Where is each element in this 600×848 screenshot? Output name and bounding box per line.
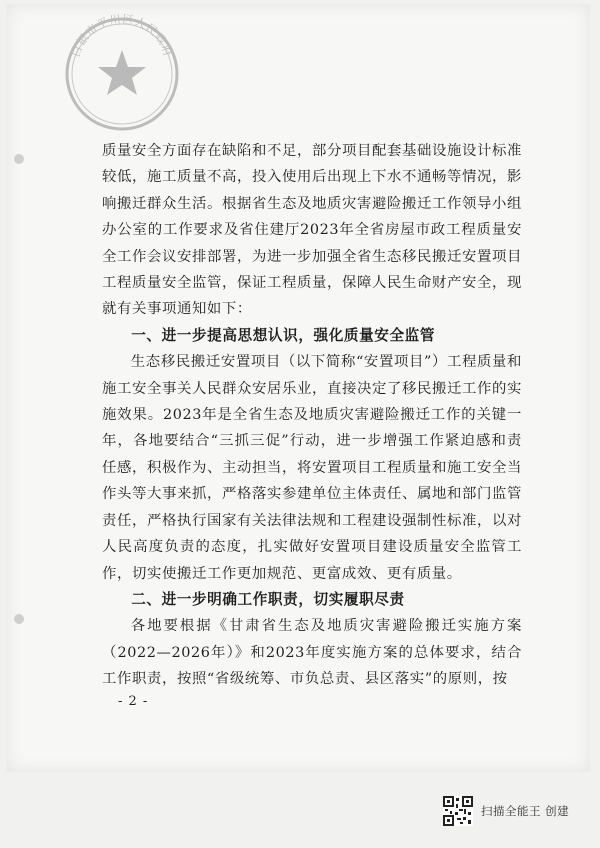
paragraph-intro: 质量安全方面存在缺陷和不足，部分项目配套基础设施设计标准较低，施工质量不高，投入使用后出现上下水不通畅等情况，影响搬迁群众生活。根据省生态及地质灾害避险搬迁工作领导小组办公室的工作要求及省住建厅2023年全省房屋市政工程质量安全工作会议安排部署，为进一步加强全省生态移民搬迁安置项目工程质量安全监管，保证工程质量，保障人民生命财产安全，现就有关事项通知如下： [102,143,522,318]
section-heading-1: 一、进一步提高思想认识，强化质量安全监管 [131,326,436,344]
document-page [6,4,590,772]
scanner-app-label: 扫描全能王 创建 [481,804,570,818]
scanner-watermark [443,793,569,829]
official-seal-stamp [62,14,182,134]
page-number: - 2 - [118,694,149,709]
section-heading-2: 二、进一步明确工作职责，切实履职尽责 [131,590,405,608]
svg-text:白银市平川区人民政府: 白银市平川区人民政府 [69,14,175,59]
paragraph-section-2: 各地要根据《甘肃省生态及地质灾害避险搬迁实施方案（2022—2026年）》和2023年度实施方案的总体要求，结合工作职责，按照“省级统筹、市负总责、县区落实”的原则，按 [102,618,522,688]
punch-hole [14,614,24,624]
paragraph-section-1: 生态移民搬迁安置项目（以下简称“安置项目”）工程质量和施工安全事关人民群众安居乐业，直接决定了移民搬迁工作的实施效果。2023年是全省生态及地质灾害避险搬迁工作的关键一年，各地要结合“三抓三促”行动，进一步增强工作紧迫感和责任感，积极作为、主动担当，将安置项目工程质量和施工安全当作头等大事来抓，严格落实参建单位主体责任、属地和部门监管责任，严格执行国家有关法律法规和工程建设强制性标准，以对人民高度负责的态度，扎实做好安置项目建设质量安全监管工作，切实使搬迁工作更加规范、更富成效、更有质量。 [102,354,522,582]
punch-hole [14,154,24,164]
qr-code-icon [443,796,473,826]
document-body [102,138,522,693]
